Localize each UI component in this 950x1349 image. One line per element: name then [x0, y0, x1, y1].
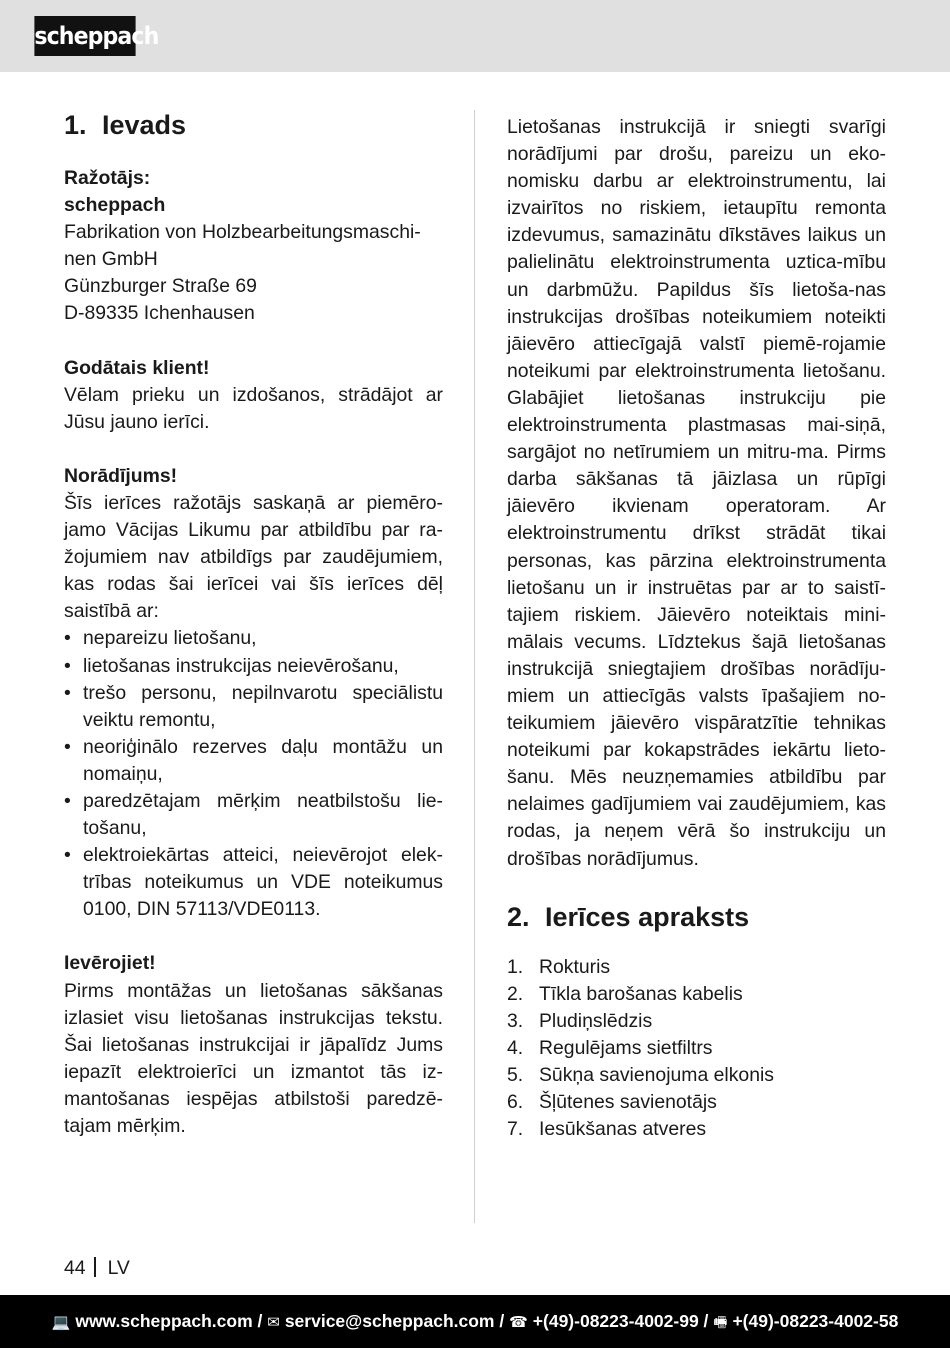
column-divider	[474, 110, 475, 1223]
list-item: • nepareizu lietošanu,	[64, 625, 443, 652]
list-item: 2. Tīkla barošanas kabelis	[507, 982, 743, 1005]
section-1-title: Ievads	[102, 110, 187, 140]
manufacturer-name: scheppach	[64, 194, 166, 217]
footer-email[interactable]: service@scheppach.com /	[284, 1311, 505, 1331]
greeting-title: Godātais klient!	[64, 356, 210, 379]
phone-icon: ☎	[509, 1313, 528, 1331]
left-column	[64, 108, 443, 1140]
attention-title: Ievērojiet!	[64, 952, 156, 975]
footer-website[interactable]: www.scheppach.com /	[75, 1311, 263, 1331]
address-line: Günzburger Straße 69	[64, 275, 257, 298]
language-code: LV	[107, 1257, 130, 1279]
list-item: • elektroiekārtas atteici, neievērojot elek-trības noteikumus un VDE noteikumus 0100, DIN 57113/VDE0113.	[64, 842, 443, 923]
note-list	[64, 625, 443, 923]
section-1-heading: 1. Ievads	[64, 110, 187, 140]
manufacturer-label: Ražotājs:	[64, 167, 151, 189]
device-parts-list	[507, 954, 886, 1144]
page-number: 44 LV	[64, 1257, 130, 1279]
list-item: • paredzētajam mērķim neatbilstošu lie-tošanu,	[64, 788, 443, 842]
section-2-heading: 2. Ierīces apraksts	[507, 901, 750, 932]
fax-icon: 🖷	[713, 1313, 728, 1331]
note-title: Norādījums!	[64, 464, 178, 487]
instructions-text: Lietošanas instrukcijā ir sniegti svarīgi norādījumi par drošu, pareizu un eko-nomisku darbu ar elektroinstrumentu, lai izvairītos no riskiem, ietaupītu remonta izdevumus, samazinātu dīkstāves laikus un palielinātu elektroinstrumenta uztica-mību un darbmūžu. Papildus šīs lietoša-nas instrukcijas drošības noteikumiem noteikti jāievēro attiecīgajā valstī piemē-rojamie noteikumi par elektroinstrumenta lietošanu. Glabājiet lietošanas instrukciju pie elektroinstrumenta plastmasas mai-siņā, sargājot no netīrumiem un mitru-ma. Pirms darba sākšanas tā jāizlasa un rūpīgi jāievēro ikvienam operatoram. Ar elektroinstrumentu drīkst strādāt tikai personas, kas pārzina elektroinstrumenta lietošanu un ir instruētas par ar to saistī-tajiem riskiem. Jāievēro noteiktais mini-mālais vecums. Līdztekus šajā lietošanas instrukcijā sniegtajiem drošības norādīju-miem un attiecīgās valsts īpašajiem no-teikumiem jāievēro vispāratzītie tehnikas noteikumi par kokapstrādes iekārtu lieto-šanu. Mēs neuzņemamies atbildību par nelaimes gadījumiem vai zaudējumiem, kas rodas, ja neņem vērā šo instrukciju un drošības norādījumus.	[507, 116, 886, 870]
address-line: Fabrikation von Holzbearbeitungsmaschi-	[64, 221, 421, 244]
attention-text: Pirms montāžas un lietošanas sākšanas izlasiet visu lietošanas instrukcijas tekstu. Šai lietošanas instrukcijai ir jāpalīdz Jums iepazīt elektroierīci un izmantot tās iz-mantošanas iespējas atbilstoši paredzē-tajam mērķim.	[64, 979, 443, 1137]
list-item: • lietošanas instrukcijas neievērošanu,	[64, 653, 443, 680]
list-item: 5. Sūkņa savienojuma elkonis	[507, 1064, 774, 1086]
list-item: 6. Šļūtenes savienotājs	[507, 1091, 717, 1114]
footer-fax: +(49)-08223-4002-58	[732, 1311, 899, 1331]
list-item: 1. Rokturis	[507, 955, 611, 978]
list-item: • trešo personu, nepilnvarotu speciālistu veiktu remontu,	[64, 680, 443, 734]
page-header	[0, 0, 950, 72]
list-item: 7. Iesūkšanas atveres	[507, 1118, 707, 1141]
address-line: D-89335 Ichenhausen	[64, 302, 255, 325]
right-column	[507, 114, 886, 1143]
page-footer	[0, 1295, 950, 1348]
list-item: 3. Pludiņslēdzis	[507, 1009, 653, 1032]
list-item: 4. Regulējams sietfiltrs	[507, 1036, 713, 1059]
scheppach-logo: scheppach	[34, 16, 135, 56]
laptop-icon: 💻	[51, 1313, 71, 1331]
address-line: nen GmbH	[64, 248, 158, 271]
section-2-title: Ierīces apraksts	[545, 901, 750, 932]
list-item: • neoriģinālo rezerves daļu montāžu un nomaiņu,	[64, 734, 443, 788]
email-icon: ✉	[267, 1313, 280, 1331]
footer-phone: +(49)-08223-4002-99 /	[532, 1311, 709, 1331]
greeting-text: Vēlam prieku un izdošanos, strādājot ar Jūsu jauno ierīci.	[64, 383, 443, 433]
note-text: Šīs ierīces ražotājs saskaņā ar piemēro-jamo Vācijas Likumu par atbildību par ra-žojumiem nav atbildīgs par zaudējumiem, kas rodas šai ierīcei vai šīs ierīces dēļ saistībā ar:	[64, 491, 443, 623]
